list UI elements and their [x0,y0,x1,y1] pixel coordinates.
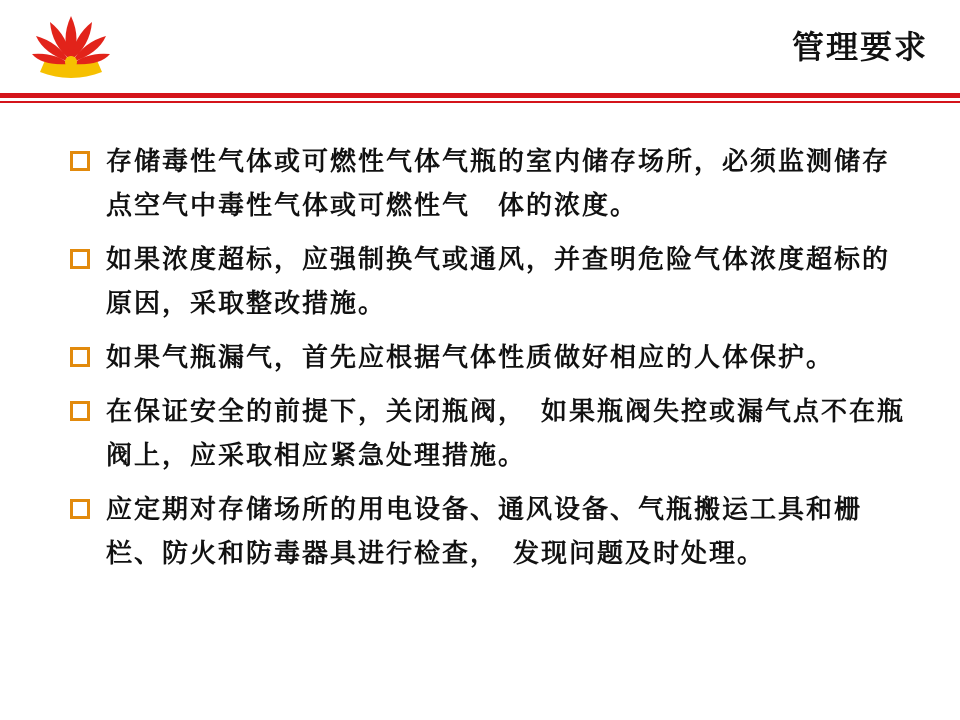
square-bullet-icon [70,151,90,171]
list-item [70,336,910,380]
header-rule-thin [0,101,960,103]
list-item-text: 应定期对存储场所的用电设备、通风设备、气瓶搬运工具和栅栏、防火和防毒器具进行检查， 发现问题及时处理。 [106,495,863,569]
square-bullet-icon [70,499,90,519]
page-title: 管理要求 [791,28,928,66]
list-item-text: 在保证安全的前提下，关闭瓶阀， 如果瓶阀失控或漏气点不在瓶阀上，应采取相应紧急处理措施。 [106,397,906,471]
list-item [70,488,910,576]
bullet-list [70,140,910,586]
list-item-text: 如果浓度超标，应强制换气或通风，并查明危险气体浓度超标的原因，采取整改措施。 [106,245,891,319]
square-bullet-icon [70,249,90,269]
list-item [70,140,910,228]
list-item [70,238,910,326]
list-item-text: 存储毒性气体或可燃性气体气瓶的室内储存场所，必须监测储存点空气中毒性气体或可燃性气 体的浓度。 [106,147,891,221]
list-item [70,390,910,478]
list-item-text: 如果气瓶漏气，首先应根据气体性质做好相应的人体保护。 [106,343,835,373]
square-bullet-icon [70,347,90,367]
header-rule-thick [0,93,960,98]
company-logo-icon [30,10,112,84]
square-bullet-icon [70,401,90,421]
